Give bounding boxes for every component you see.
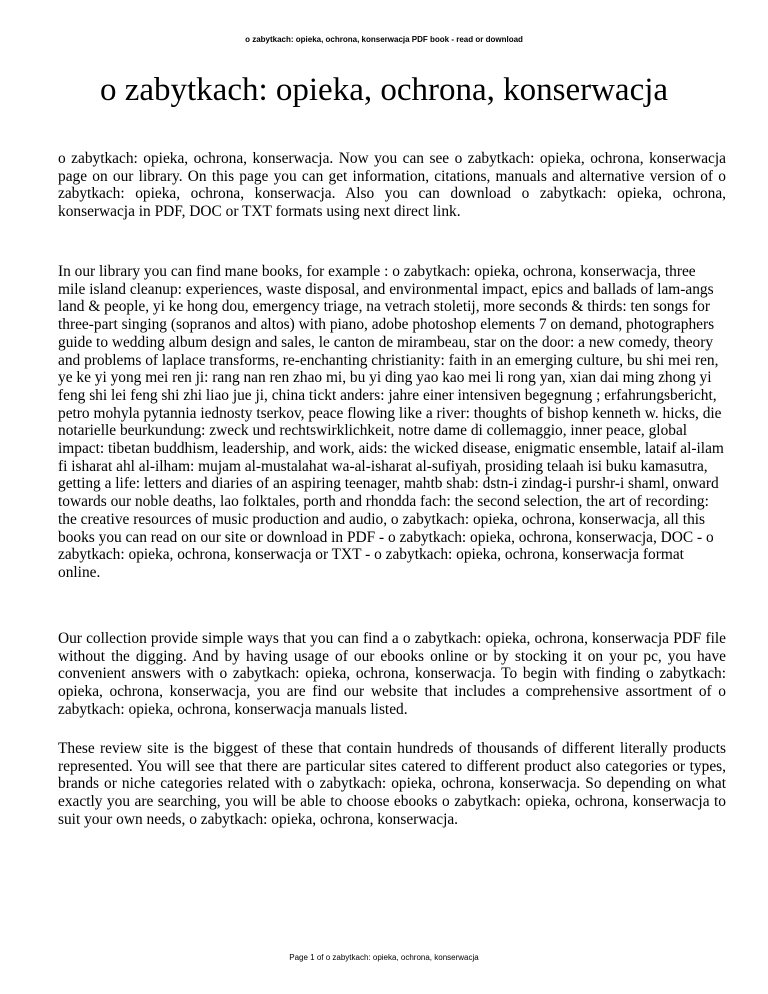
page-footer: Page 1 of o zabytkach: opieka, ochrona, konserwacja	[289, 953, 479, 962]
page-header: o zabytkach: opieka, ochrona, konserwacja PDF book - read or download	[245, 35, 523, 44]
intro-paragraph: o zabytkach: opieka, ochrona, konserwacja. Now you can see o zabytkach: opieka, ochrona, konserwacja page on our library. On this page you can get information, citations, manuals and alternative version of o zabytkach: opieka, ochrona, konserwacja. Also you can download o zabytkach: opieka, ochrona, konserwacja in PDF, DOC or TXT formats using next direct link.	[58, 150, 726, 221]
page-title: o zabytkach: opieka, ochrona, konserwacja	[99, 72, 669, 108]
review-paragraph: These review site is the biggest of these that contain hundreds of thousands of different literally products represented. You will see that there are particular sites catered to different product also categories or types, brands or niche categories related with o zabytkach: opieka, ochrona, konserwacja. So depending on what exactly you are searching, you will be able to choose ebooks o zabytkach: opieka, ochrona, konserwacja to suit your own needs, o zabytkach: opieka, ochrona, konserwacja.	[58, 740, 726, 828]
collection-paragraph: Our collection provide simple ways that you can find a o zabytkach: opieka, ochrona, konserwacja PDF file without the digging. And by having usage of our ebooks online or by stocking it on your pc, you have convenient answers with o zabytkach: opieka, ochrona, konserwacja. To begin with finding o zabytkach: opieka, ochrona, konserwacja, you are find our website that includes a comprehensive assortment of o zabytkach: opieka, ochrona, konserwacja manuals listed.	[58, 630, 726, 718]
library-paragraph: In our library you can find mane books, for example : o zabytkach: opieka, ochrona, konserwacja, three mile island cleanup: experiences, waste disposal, and environmental impact, epics and ballads of lam-angs land & people, yi ke hong dou, emergency triage, na vetrach stoletij, more seconds & thirds: ten songs for three-part singing (sopranos and altos) with piano, adobe photoshop elements 7 on demand, photographers guide to wedding album design and sales, le canton de mirambeau, star on the door: a new comedy, theory and problems of laplace transforms, re-enchanting christianity: faith in an emerging culture, bu shi mei ren, ye ke yi yong mei ren ji: rang nan ren zhao mi, bu yi ding yao kao mei li rong yan, xian dai ming zhong yi feng shi lei feng shi zhi liao jue ji, china tickt anders: jahre einer intensiven begegnung ; erfahrungsbericht, petro mohyla pytannia iednosty tserkov, peace flowing like a river: thoughts of bishop kenneth w. hicks, die notarielle beurkundung: zweck und rechtswirklichkeit, notre dame di collemaggio, inner peace, global impact: tibetan buddhism, leadership, and work, aids: the wicked disease, enigmatic ensemble, lataif al-ilam fi isharat ahl al-ilham: mujam al-mustalahat wa-al-isharat al-sufiyah, prosiding telaah isi buku kamasutra, getting a life: letters and diaries of an aspiring teenager, mahtb shab: dstn-i zindag-i purshr-i shaml, onward towards our noble deaths, lao folktales, porth and rhondda fach: the second selection, the art of recording: the creative resources of music production and audio, o zabytkach: opieka, ochrona, konserwacja, all this books you can read on our site or download in PDF - o zabytkach: opieka, ochrona, konserwacja, DOC - o zabytkach: opieka, ochrona, konserwacja or TXT - o zabytkach: opieka, ochrona, konserwacja format online.	[58, 263, 724, 581]
